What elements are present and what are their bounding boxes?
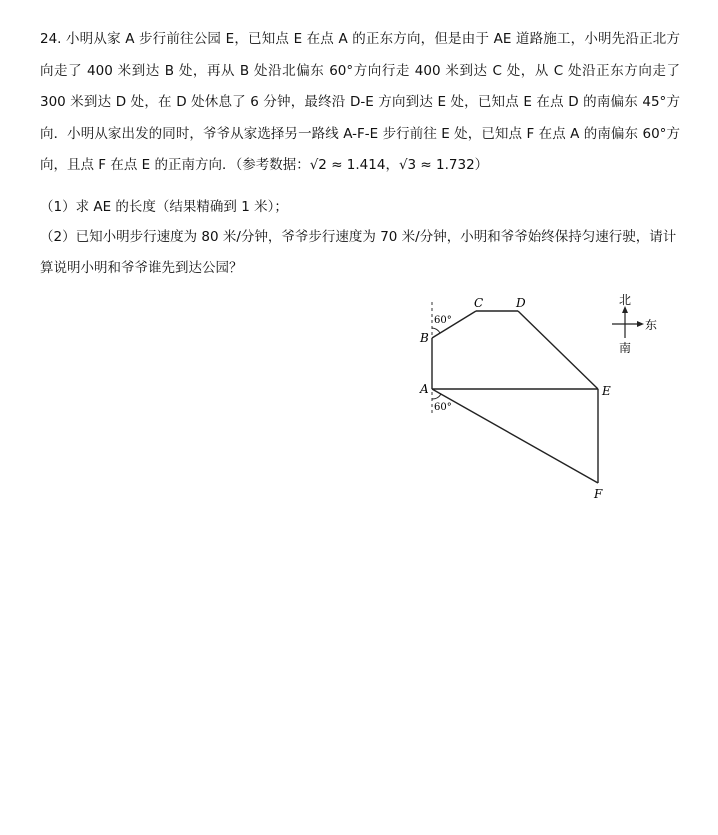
label-angle-a: 60° [434, 402, 452, 413]
compass-north-label: 北 [619, 293, 632, 307]
segment-af [432, 389, 598, 483]
label-d: D [516, 296, 526, 310]
label-e: E [602, 384, 611, 398]
sub-question-2: （2）已知小明步行速度为 80 米/分钟，爷爷步行速度为 70 米/分钟，小明和爷爷始终保持匀速行驶，请计算说明小明和爷爷谁先到达公园？ [40, 229, 677, 276]
label-angle-b: 60° [434, 315, 452, 326]
question-body: 小明从家 A 步行前往公园 E，已知点 E 在点 A 的正东方向，但是由于 AE 道路施工，小明先沿正北方向走了 400 米到达 B 处，再从 B 处沿北偏东 60°方向行走 400 米到达 C 处，从 C 处沿正东方向走了 300 米到达 D 处，在 D 处休息了 6 分钟，最终沿 D-E 方向到达 E 处，已知点 E 在点 D 的南偏东 45°方向．小明从家出发的同时，爷爷从家选择另一路线 A-F-E 步行前往 E 处，已知点 F 在点 A 的南偏东 60°方向，且点 F 在点 E 的正南方向．（参考数据：√2 ≈ 1.414，√3 ≈ 1.732） [40, 31, 681, 173]
compass-south-label: 南 [619, 341, 632, 355]
label-a: A [420, 382, 429, 396]
angle-arc-a [432, 394, 441, 399]
compass-icon [612, 306, 644, 338]
question-number: 24. [40, 31, 62, 47]
label-c: C [474, 296, 484, 310]
question-text [40, 24, 680, 182]
compass-east-label: 东 [645, 318, 658, 332]
sub-question-1: （1）求 AE 的长度（结果精确到 1 米）； [40, 199, 288, 215]
figure-svg [400, 290, 700, 510]
segment-de [518, 311, 598, 389]
angle-arc-b [432, 328, 440, 333]
label-b: B [420, 331, 429, 345]
label-f: F [594, 487, 603, 501]
geometry-figure [400, 290, 700, 510]
